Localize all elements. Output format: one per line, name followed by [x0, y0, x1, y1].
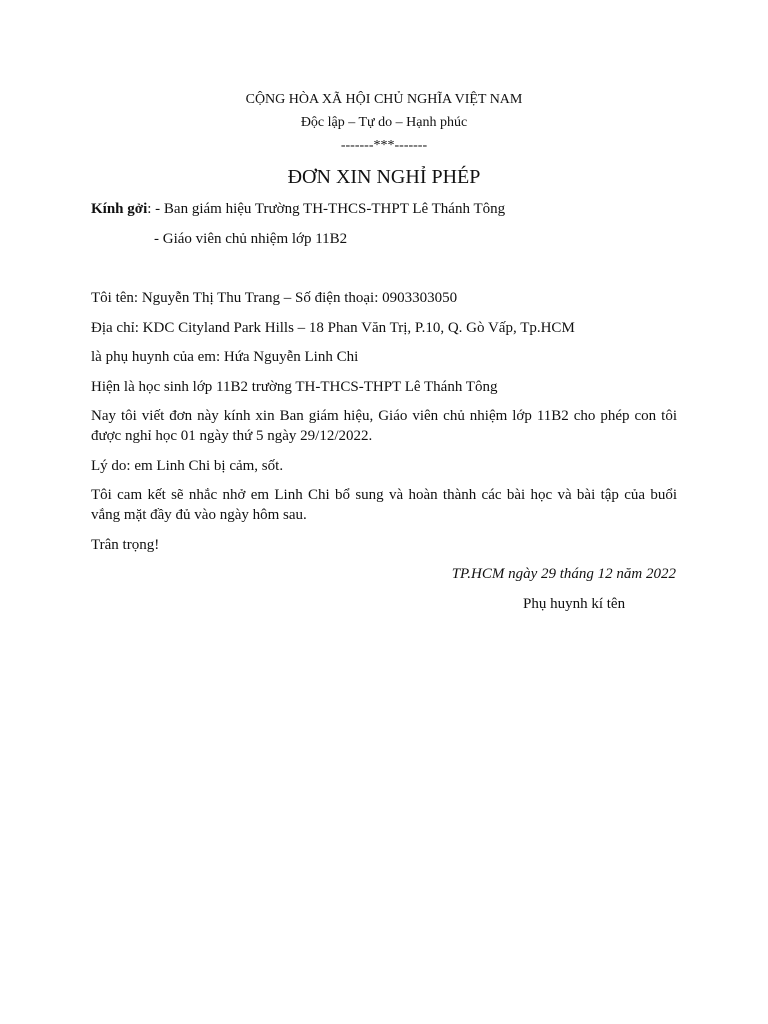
- recipient-1-text: : - Ban giám hiệu Trường TH-THCS-THPT Lê Thánh Tông: [147, 201, 506, 217]
- document-title: ĐƠN XIN NGHỈ PHÉP: [287, 166, 481, 188]
- recipient-line-2: - Giáo viên chủ nhiệm lớp 11B2: [154, 231, 348, 247]
- place-date: TP.HCM ngày 29 tháng 12 năm 2022: [451, 566, 676, 582]
- header-separator: -------***-------: [340, 138, 428, 153]
- commitment-paragraph: Tôi cam kết sẽ nhắc nhở em Linh Chi bổ sung và hoàn thành các bài học và bài tập của buổi vắng mặt đầy đủ vào ngày hôm sau.: [91, 487, 677, 523]
- national-motto: Độc lập – Tự do – Hạnh phúc: [300, 115, 468, 130]
- student-line: Hiện là học sinh lớp 11B2 trường TH-THCS-THPT Lê Thánh Tông: [91, 379, 498, 395]
- parent-line: là phụ huynh của em: Hứa Nguyễn Linh Chi: [91, 349, 359, 365]
- national-title: CỘNG HÒA XÃ HỘI CHỦ NGHĨA VIỆT NAM: [245, 92, 523, 107]
- recipient-label: Kính gởi: [91, 201, 148, 217]
- request-paragraph: Nay tôi viết đơn này kính xin Ban giám hiệu, Giáo viên chủ nhiệm lớp 11B2 cho phép con tôi được nghỉ học 01 ngày thứ 5 ngày 29/12/2022.: [91, 408, 677, 444]
- closing-line: Trân trọng!: [91, 537, 160, 553]
- signer-label: Phụ huynh kí tên: [523, 596, 626, 612]
- name-phone-line: Tôi tên: Nguyễn Thị Thu Trang – Số điện thoại: 0903303050: [91, 290, 458, 306]
- reason-line: Lý do: em Linh Chi bị cảm, sốt.: [91, 458, 284, 474]
- address-line: Địa chỉ: KDC Cityland Park Hills – 18 Phan Văn Trị, P.10, Q. Gò Vấp, Tp.HCM: [91, 320, 575, 336]
- recipient-line-1: [91, 199, 677, 219]
